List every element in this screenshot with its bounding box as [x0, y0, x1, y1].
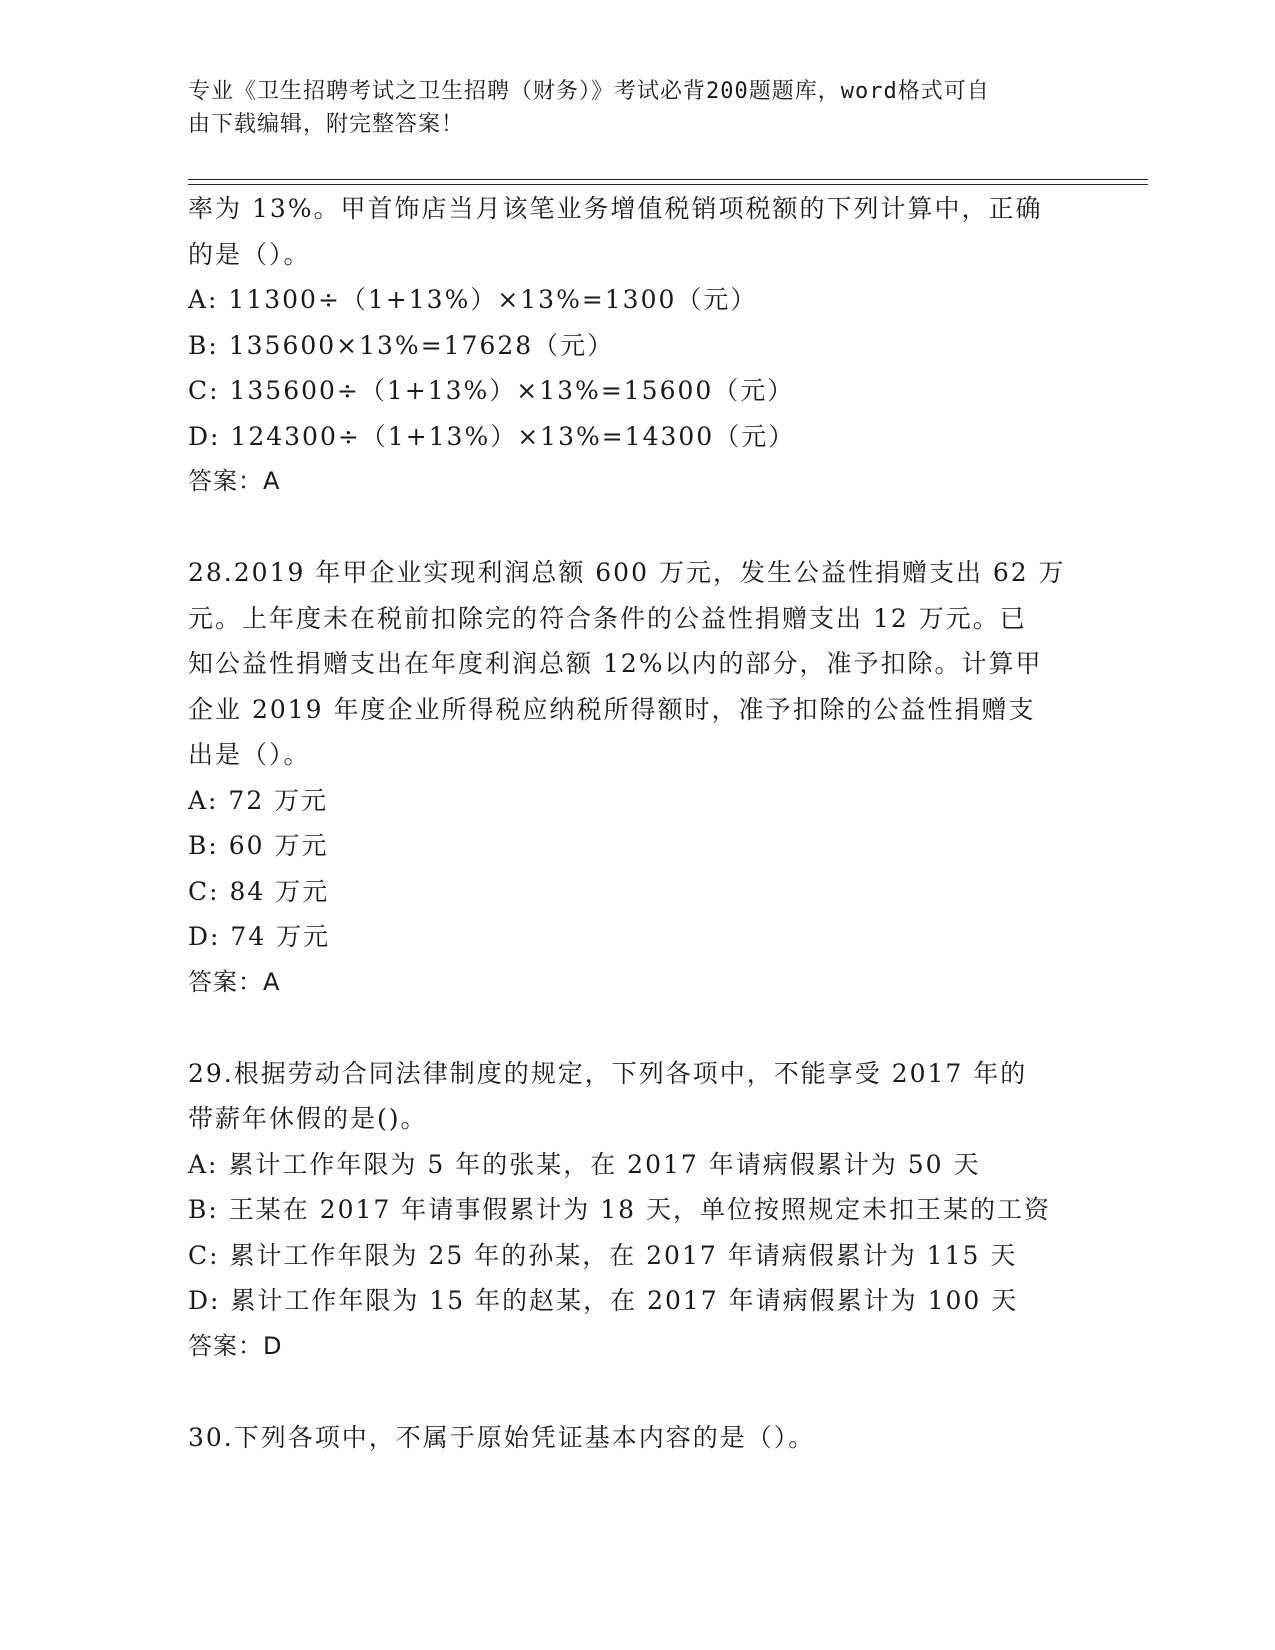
question-28-option-c: C: 84 万元: [188, 876, 330, 906]
question-29-answer: 答案：D: [188, 1331, 283, 1360]
question-29-stem-line: 29.根据劳动合同法律制度的规定，下列各项中，不能享受 2017 年的: [188, 1058, 1028, 1088]
document-header: [188, 75, 1088, 141]
question-28-stem-line: 出是（）。: [188, 740, 311, 769]
question-28-stem-line: 28.2019 年甲企业实现利润总额 600 万元，发生公益性捐赠支出 62 万: [188, 558, 1066, 587]
question-30-stem-line: 30.下列各项中，不属于原始凭证基本内容的是（）。: [188, 1422, 816, 1452]
question-29-option-c: C: 累计工作年限为 25 年的孙某，在 2017 年请病假累计为 115 天: [188, 1240, 1018, 1270]
question-27-option-d: D: 124300÷（1+13%）×13%=14300（元）: [188, 421, 796, 451]
question-29-option-a: A: 累计工作年限为 5 年的张某，在 2017 年请病假累计为 50 天: [188, 1149, 981, 1179]
question-27-stem-line: 的是（）。: [188, 239, 311, 269]
question-28-option-a: A: 72 万元: [188, 785, 329, 815]
spacer: [188, 1005, 1088, 1051]
header-rule-bottom: [188, 184, 1148, 185]
question-29-stem-line: 带薪年休假的是()。: [188, 1104, 428, 1133]
spacer: [188, 1369, 1088, 1415]
question-27-option-c: C: 135600÷（1+13%）×13%=15600（元）: [188, 376, 795, 405]
question-27-stem-line: 率为 13%。甲首饰店当月该笔业务增值税销项税额的下列计算中，正确: [188, 194, 1043, 223]
header-line-1: 专业《卫生招聘考试之卫生招聘（财务）》考试必背200题题库，word格式可自: [188, 79, 990, 104]
question-27-answer: 答案：A: [188, 467, 281, 495]
header-line-2: 由下载编辑，附完整答案！: [188, 112, 465, 137]
question-28-stem-line: 企业 2019 年度企业所得税应纳税所得额时，准予扣除的公益性捐赠支: [188, 694, 1036, 724]
question-27-block: [188, 186, 1088, 505]
question-28-option-d: D: 74 万元: [188, 922, 331, 951]
header-rule-top: [188, 179, 1148, 180]
question-28-answer: 答案：A: [188, 967, 281, 996]
question-29-option-d: D: 累计工作年限为 15 年的赵某，在 2017 年请病假累计为 100 天: [188, 1286, 1019, 1315]
question-30-block: [188, 1415, 1088, 1461]
question-27-option-b: B: 135600×13%=17628（元）: [188, 330, 615, 360]
question-27-option-a: A: 11300÷（1+13%）×13%=1300（元）: [188, 285, 758, 314]
document-body: [188, 186, 1088, 1460]
question-29-block: [188, 1051, 1088, 1370]
spacer: [188, 505, 1088, 551]
question-28-option-b: B: 60 万元: [188, 831, 329, 860]
question-28-block: [188, 550, 1088, 1005]
question-28-stem-line: 知公益性捐赠支出在年度利润总额 12%以内的部分，准予扣除。计算甲: [188, 649, 1043, 678]
question-28-stem-line: 元。上年度未在税前扣除完的符合条件的公益性捐赠支出 12 万元。已: [188, 603, 1027, 633]
question-29-option-b: B: 王某在 2017 年请事假累计为 18 天，单位按照规定未扣王某的工资: [188, 1195, 1051, 1224]
